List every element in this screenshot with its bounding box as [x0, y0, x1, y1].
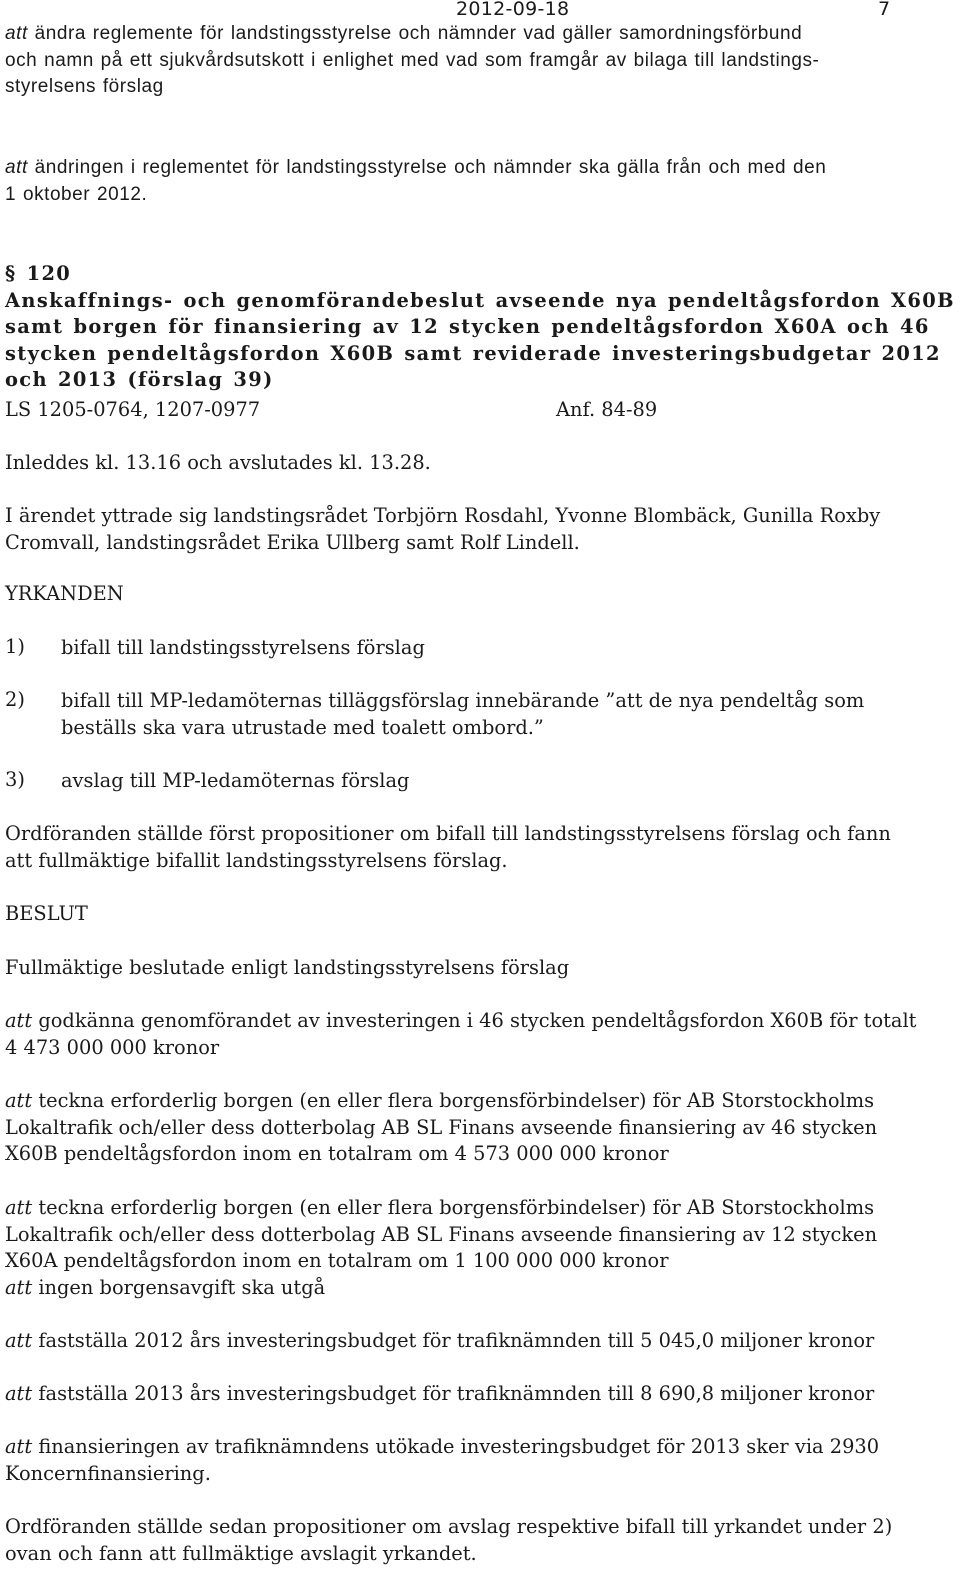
att-keyword: att: [5, 1196, 33, 1219]
paragraph-symbol: §: [5, 262, 17, 285]
intro-clause-1: [5, 21, 955, 101]
text-line: Ordföranden ställde först propositioner om bifall till landstingsstyrelsens förslag och fann: [5, 822, 891, 845]
text-line: styrelsens förslag: [5, 76, 164, 97]
text-line: fastställa 2013 års investeringsbudget för trafiknämnden till 8 690,8 miljoner kronor: [38, 1382, 875, 1405]
text-line: X60B pendeltågsfordon inom en totalram om 4 573 000 000 kronor: [5, 1142, 669, 1165]
decision-clause: [5, 1434, 955, 1487]
text-line: ingen borgensavgift ska utgå: [38, 1275, 326, 1299]
reference-numbers: LS 1205-0764, 1207-0977: [5, 398, 261, 421]
text-line: Ordföranden ställde sedan propositioner om avslag respektive bifall till yrkandet under 2): [5, 1515, 893, 1538]
yrkanden-heading: YRKANDEN: [5, 582, 124, 605]
list-number: 2): [5, 688, 25, 711]
list-number: 1): [5, 635, 25, 658]
decision-intro: Fullmäktige beslutade enligt landstingsstyrelsens förslag: [5, 956, 570, 979]
list-number: 3): [5, 768, 25, 791]
decision-clause: [5, 1088, 955, 1168]
section-heading: [5, 261, 955, 394]
beslut-heading: BESLUT: [5, 902, 88, 925]
session-times: Inleddes kl. 13.16 och avslutades kl. 13.28.: [5, 451, 431, 474]
decision-clause: [5, 1328, 955, 1355]
text-line: Lokaltrafik och/eller dess dotterbolag AB SL Finans avseende finansiering av 46 stycken: [5, 1115, 878, 1139]
att-keyword: att: [5, 1009, 33, 1032]
att-keyword: att: [5, 1382, 33, 1405]
section-title-line: och 2013 (förslag 39): [5, 368, 274, 391]
text-line: finansieringen av trafiknämndens utökade investeringsbudget för 2013 sker via 2930: [38, 1435, 880, 1458]
decision-clause: [5, 1381, 955, 1408]
list-text: beställs ska vara utrustade med toalett ombord.”: [61, 715, 544, 739]
section-title-line: stycken pendeltågsfordon X60B samt reviderade investeringsbudgetar 2012: [5, 341, 941, 365]
text-line: Cromvall, landstingsrådet Erika Ullberg samt Rolf Lindell.: [5, 530, 580, 554]
text-line: teckna erforderlig borgen (en eller flera borgensförbindelser) för AB Storstockholms: [38, 1196, 875, 1219]
text-line: Koncernfinansiering.: [5, 1461, 211, 1485]
text-line: Lokaltrafik och/eller dess dotterbolag AB SL Finans avseende finansiering av 12 stycken: [5, 1222, 878, 1246]
att-keyword: att: [5, 23, 28, 44]
text-line: X60A pendeltågsfordon inom en totalram om 1 100 000 000 kronor: [5, 1249, 669, 1272]
att-keyword: att: [5, 1275, 33, 1299]
list-item: [0, 635, 960, 665]
text-line: ändra reglemente för landstingsstyrelse och nämnder vad gäller samordningsförbund: [34, 23, 803, 44]
chair-proposition-1: [5, 821, 955, 874]
att-keyword: att: [5, 1435, 33, 1458]
att-keyword: att: [5, 1089, 33, 1112]
list-item: [0, 688, 960, 744]
annotation-reference: Anf. 84-89: [556, 398, 658, 421]
text-line: ovan och fann att fullmäktige avslagit yrkandet.: [5, 1541, 477, 1565]
list-text: bifall till landstingsstyrelsens förslag: [61, 636, 425, 659]
text-line: godkänna genomförandet av investeringen i 46 stycken pendeltågsfordon X60B för totalt: [38, 1009, 917, 1032]
list-text: avslag till MP-ledamöternas förslag: [61, 769, 410, 792]
intro-clause-2: [5, 155, 955, 208]
decision-clause: [5, 1008, 955, 1061]
att-keyword: att: [5, 1329, 33, 1352]
speakers-paragraph: [5, 503, 955, 556]
chair-proposition-2: [5, 1514, 955, 1567]
text-line: 4 473 000 000 kronor: [5, 1035, 220, 1059]
text-line: att fullmäktige bifallit landstingsstyrelsens förslag.: [5, 848, 508, 872]
decision-clause: [5, 1195, 955, 1301]
list-text: bifall till MP-ledamöternas tilläggsförslag innebärande ”att de nya pendeltåg som: [61, 689, 865, 712]
header-date: 2012-09-18: [456, 0, 570, 20]
text-line: 1 oktober 2012.: [5, 183, 148, 205]
text-line: teckna erforderlig borgen (en eller flera borgensförbindelser) för AB Storstockholms: [38, 1089, 875, 1112]
text-line: fastställa 2012 års investeringsbudget för trafiknämnden till 5 045,0 miljoner kronor: [38, 1329, 875, 1352]
section-title-line: samt borgen för finansiering av 12 stycken pendeltågsfordon X60A och 46: [5, 315, 930, 338]
page-number: 7: [878, 0, 891, 20]
section-number: 120: [26, 262, 72, 285]
text-line: ändringen i reglementet för landstingsstyrelse och nämnder ska gälla från och med den: [34, 157, 827, 178]
list-item: [0, 768, 960, 798]
text-line: och namn på ett sjukvårdsutskott i enlighet med vad som framgår av bilaga till landstings-: [5, 49, 820, 71]
text-line: I ärendet yttrade sig landstingsrådet Torbjörn Rosdahl, Yvonne Blombäck, Gunilla Roxby: [5, 504, 881, 527]
section-title-line: Anskaffnings- och genomförandebeslut avseende nya pendeltågsfordon X60B: [5, 288, 955, 312]
att-keyword: att: [5, 157, 28, 178]
